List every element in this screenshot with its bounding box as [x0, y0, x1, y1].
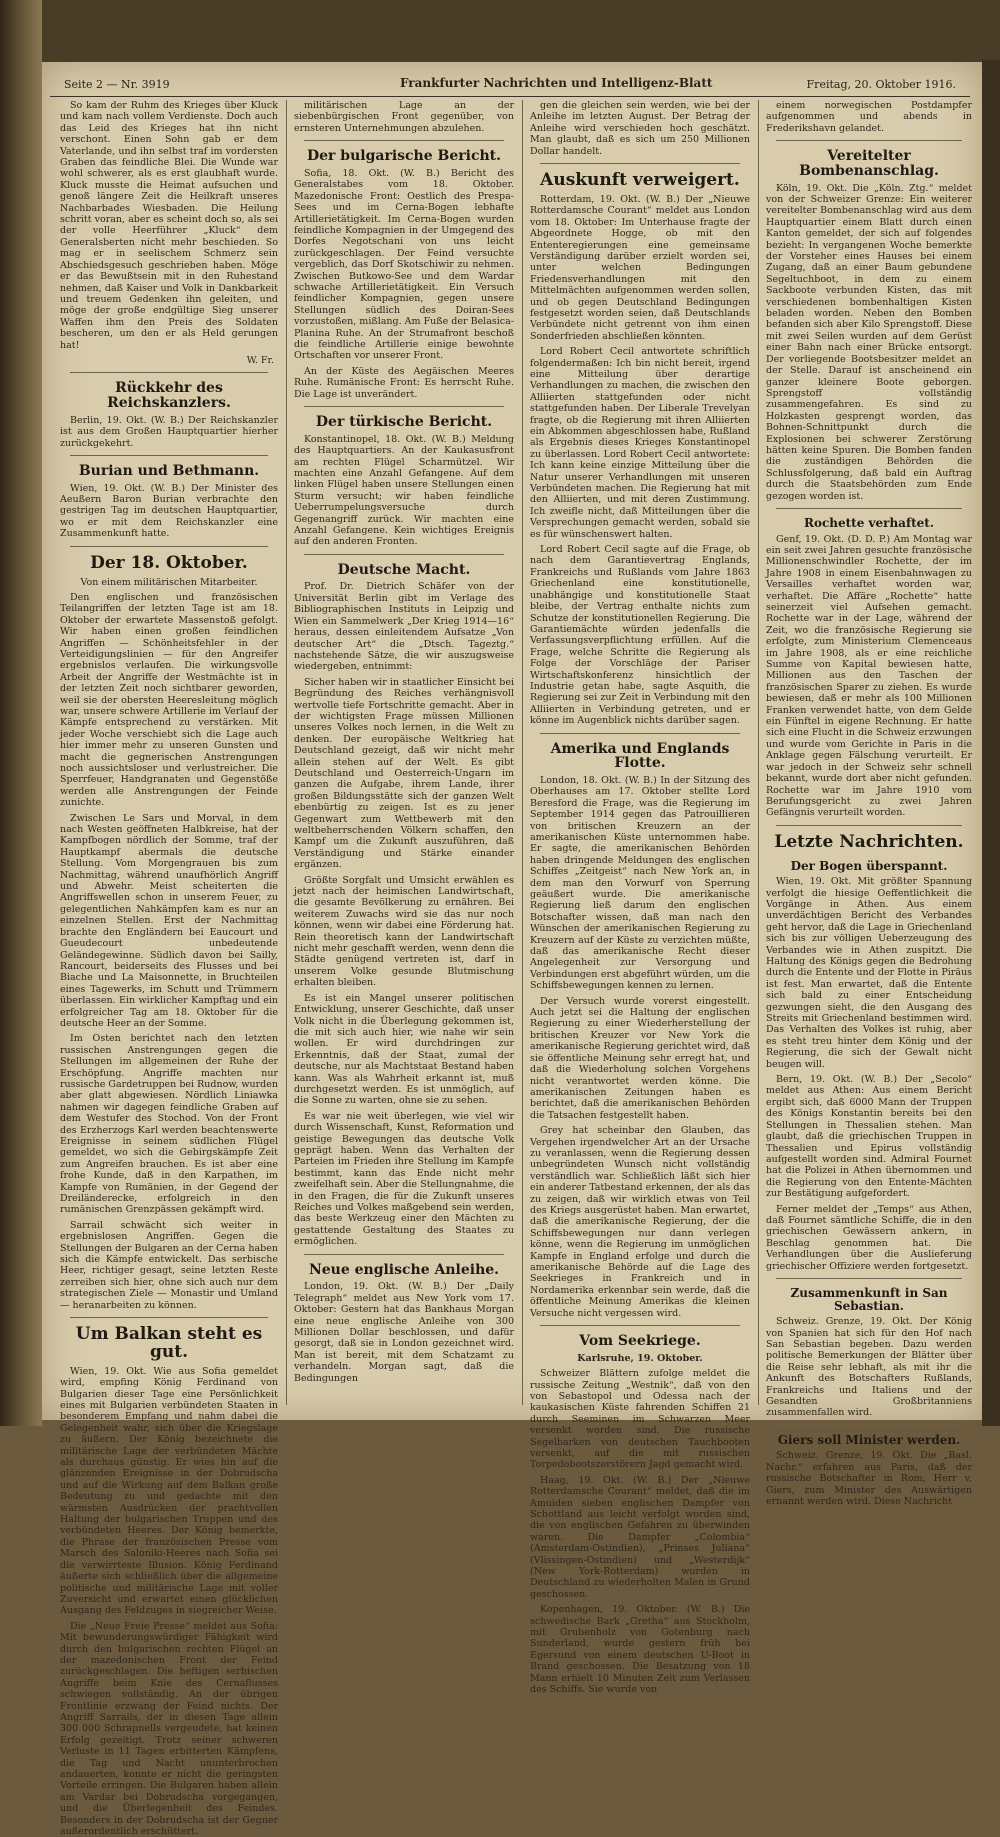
column-rule: [522, 100, 523, 1405]
article-text: militärischen Lage an der siebenbürgischen Front gegenüber, von ernsteren Unternehmungen abzulehen.: [294, 100, 514, 134]
signature: W. Fr.: [246, 354, 274, 366]
article-text: Es ist ein Mangel unserer politischen Entwicklung, unserer Geschichte, daß unser Volk nicht in die Überlegung gekommen ist, die mit sich auch hier, wie nahe wir sein wollen. Er wird durchdringen zur Erkenntnis, daß der Staat, zumal der deutsche, nur als Machtstaat Bestand haben kann. Was als Wahrheit erkannt ist, muß durchgesetzt werden. Es ist unmöglich, auf die Sonne zu warten, ohne sie zu sehen.: [294, 992, 514, 1107]
divider: [304, 554, 504, 555]
divider: [70, 455, 268, 456]
article-text: Im Osten berichtet nach den letzten russischen Anstrengungen gegen die Stellungen im allgemeinen der Ruhe der Erschöpfung. Angriffe machten nur russische Gardetruppen bei Rudnow, wurden aber glatt abgewiesen. Nördlich Liniawka nahmen wir dagegen feindliche Graben auf dem Westufer des Stochod. Von der Front des Erzherzogs Karl werden beachtenswerte Ereignisse in seinem südlichen Flügel gemeldet, wo sich die Gebirgskämpfe Zeit zum Angreifen brauchen. Es ist aber eine frohe Kunde, daß in den Karpathen, im Kampfe von Rumänien, in der Gegend der Dreiländerecke, erfolgreich in den rumänischen Grenzpässen gekämpft wird.: [60, 1033, 278, 1216]
headline: Deutsche Macht.: [337, 561, 471, 578]
article-text: Prof. Dr. Dietrich Schäfer von der Universität Berlin gibt im Verlage des Bibliographischen Instituts in Leipzig und Wien ein Sammelwerk „Der Krieg 1914—16“ heraus, dessen einleitendem Aufsatze „Von deutscher Art“ die „Dtsch. Tageztg.“ nachstehende Sätze, die wir auszugsweise wiedergeben, entnimmt:: [294, 581, 514, 673]
top-shadow-band: [42, 0, 1000, 62]
article-text: Lord Robert Cecil sagte auf die Frage, ob nach dem Garantievertrag Englands, Frankreichs und Rußlands vom Jahre 1863 Griechenland eine konstitutionelle, unabhängige und konstitutionelle Staat bleibe, der Vertrag enthalte nichts zum Schutze der konstitutionellen Regierung. Die Garantiemächte würden jedenfalls die Verfassungsverpflichtung erfüllen. Auf die Frage, welche Schritte die Regierung als Folge der Vorschläge der Pariser Wirtschaftskonferenz hinsichtlich der Industrie getan habe, sagte Asquith, die Regierung sei zur Zeit in Verbindung mit den Alliierten in Verbindung getreten, und er könne im Augenblick nichts darüber sagen.: [530, 544, 750, 727]
article-text: Haag, 19. Okt. (W. B.) Der „Nieuwe Rotterdamsche Courant“ meldet, daß die im Amuiden sieben englischen Dampfer von Schottland aus leicht verfolgt worden sind, die von englischen Gefahren zu überwinden waren. Die Dampfer „Colombia“ (Amsterdam-Ostindien), „Prinses Juliana“ (Vlissingen-Ostindien) und „Westerdijk“ (New York-Rotterdam) wurden in Deutschland zu wiederholten Malen in Grund geschossen.: [530, 1474, 750, 1600]
article-text: Schweiz. Grenze, 19. Okt. Der König von Spanien hat sich für den Hof nach San Sebastian begeben. Dazu werden politische Bemerkungen der Blätter über die Reise sehr lebhaft, als mit ihr die Ankunft des Botschafters Rußlands, Frankreichs und Italiens und der Gesandten Großbritanniens zusammenfallen wird.: [766, 1316, 972, 1419]
article-text: Wien, 19. Okt. Mit größter Spannung verfolgt die hiesige Oeffentlichkeit die Vorgänge in Athen. Aus einem unverdächtigen Bericht des Verbandes geht hervor, daß die Lage in Griechenland sich bis zur völligen Ueberzeugung des Verbandes wie in Athen zuspitzt. Die Haltung des Königs gegen die Bedrohung durch die Entente und der Flotte in Piräus ist fest. Man erwartet, daß die Entente sich bald zu einer Entscheidung gezwungen sieht, die den Ausgang des Streits mit Griechenland bestimmen wird. Das Verhalten des Volkes ist ruhig, aber es steht treu hinter dem König und der Regierung, die sich der Gewalt nicht beugen will.: [766, 876, 972, 1070]
article-text: Lord Robert Cecil antwortete schriftlich folgendermaßen: Ich bin nicht bereit, irgend eine Mitteilung über derartige Verhandlungen zu machen, die zwischen den Alliierten stattgefunden oder nicht stattgefunden haben. Der Liberale Trevelyan fragte, ob die Regierung mit ihren Alliierten ein Abkommen abgeschlossen habe, Rußland als Ergebnis dieses Krieges Konstantinopel zu überlassen. Lord Robert Cecil antwortete: Ich kann keine einzige Mitteilung über die Natur unserer Verhandlungen mit unseren Verbündeten machen. Die Regierung hat mit den Alliierten, und mit deren Zustimmung. Ich zweifle nicht, daß Mitteilungen über die Versprechungen gemacht werden, sobald sie es für wünschenswert halten.: [530, 346, 750, 540]
article-text: Genf, 19. Okt. (D. D. P.) Am Montag war ein seit zwei Jahren gesuchte französische Millionenschwindler Rochette, der im Jahre 1908 in einem Eisenbahnwagen zu Versailles verhaftet worden war, verhaftet. Die Affäre „Rochette“ hatte seinerzeit viel Aufsehen gemacht. Rochette war in der Lage, während der Zeit, wo die französische Regierung sie erfolgte, zum Ministerium Clemenceaus im Jahre 1908, als er eine reichliche Summe von Kapital bewiesen hatte, Millionen aus den Taschen der französischen Sparer zu ziehen. Es wurde bewiesen, daß er mehr als 100 Millionen Franken verwendet hatte, von dem Gelde ein Fünftel in eigene Rechnung. Er hatte sich eine Flucht in die Schweiz erzwungen und wurde vom Gerichte in Paris in die Anklage gegen Fälschung verurteilt. Er war jedoch in der Schweiz sehr schnell bekannt, wurde dort aber nicht gefunden. Rochette war im Jahre 1910 vom Berufungsgericht zu zwei Jahren Gefängnis verurteilt worden.: [766, 533, 972, 819]
divider: [776, 508, 962, 509]
article-text: London, 19. Okt. (W. B.) Der „Daily Telegraph“ meldet aus New York vom 17. Oktober: Gestern hat das Bankhaus Morgan eine neue englische Anleihe von 300 Millionen Dollar beschlossen, und dafür gesorgt, daß sie in London gezeichnet wird. Man ist bereit, mit dem Schatzamt zu verhandeln. Morgan sagt, daß die Bedingungen: [294, 1281, 514, 1384]
article-text: Größte Sorgfalt und Umsicht erwählen es jetzt nach der heimischen Landwirtschaft, die gesamte Bevölkerung zu ernähren. Bei weiterem Zuwachs wird sie das nur noch können, wenn wir dabei eine Förderung hat. Rein theoretisch kann der Landwirtschaft nicht mehr geschafft werden, wenn denn die Städte genügend vertreten ist, darf in unserem Volke gesunde Blutmischung erhalten bleiben.: [294, 874, 514, 989]
headline: Der türkische Bericht.: [315, 414, 493, 431]
page-number: Seite 2 — Nr. 3919: [64, 78, 170, 91]
headline: Vom Seekriege.: [579, 1333, 701, 1350]
article-text: Schweizer Blättern zufolge meldet die russische Zeitung „Westnik“, daß von den von Sebastopol und Odessa nach der kaukasischen Küste fahrenden Schiffen 21 durch Seeminen im Schwarzen Meer versenkt worden sind. Die russische Segelbarken von deutschen Tauchbooten versenkt, auf die mit russischen Torpedobootszerstörern Jagd gemacht wird.: [530, 1368, 750, 1471]
headline: Giers soll Minister werden.: [777, 1432, 961, 1447]
article-text: Schweiz. Grenze, 19. Okt. Die „Basl. Nachr.“ erfahren aus Paris, daß der russische Botschafter in Rom, Herr v. Giers, zum Minister des Auswärtigen ernannt werden wird. Diese Nachricht: [766, 1450, 972, 1508]
right-edge-strip: [982, 60, 1000, 1426]
divider: [776, 825, 962, 826]
byline: Von einem militärischen Mitarbeiter.: [80, 576, 258, 588]
article-text: Wien, 19. Okt. Wie aus Sofia gemeldet wird, empfing König Ferdinand von Bulgarien dieser Tage eine Persönlichkeit eines mit Bulgarien verbündeten Staaten in besonderem Empfang und nahm dabei die Gelegenheit wahr, sich über die Kriegslage zu äußern. Der König bezeichnete die militärische Lage der verbündeten Mächte als durchaus günstig. Er wies hin auf die glänzenden Ereignisse in der Dobrudscha und auf die Wirkung auf dem Balkan große Bedeutung zu und gedachte mit den wärmsten Ausdrücken der prachtvollen Haltung der bulgarischen Truppen und des verbündeten Heeres. Der König bemerkte, die Phrase der französischen Presse vom Marsch des Saloniki-Heeres nach Sofia sei die verwirrteste Illusion. König Ferdinand äußerte sich schließlich über die allgemeine politische und militärische Lage mit voller Zuversicht und erwartet einen glücklichen Ausgang des Feldzuges in siegreicher Weise.: [60, 1365, 278, 1617]
article-text: Zwischen Le Sars und Morval, in dem nach Westen geöffneten Halbkreise, hat der Kampfbogen nördlich der Somme, traf der Hauptkampf abermals die deutsche Stellung. Vom Morgengrauen bis zum Nachmittag, während unaufhörlich Angriff und Abwehr. Meist scheiterten die Angriffswellen schon in unserem Feuer, zu gelegentlichen Nahkämpfen kam es nur an einzelnen Stellen. Erst der Nachmittag brachte den Engländern bei Eaucourt und Gueudecourt unbedeutende Geländegewinne. Südlich davon bei Sailly, Rancourt, beiderseits des Flusses und bei Biache und La Maisonnette, in Bruchteilen eines Tagewerks, im Schutt und Trümmern überlassen. Ein wirklicher Kampftag und ein erfolgreicher Tag am 18. Oktober für die deutsche Heer an der Somme.: [60, 812, 278, 1029]
article-text: Sarrail schwächt sich weiter in ergebnislosen Angriffen. Gegen die Stellungen der Bulgaren an der Cerna haben sich die Kämpfe entwickelt. Das serbische Heer, richtiger gesagt, seine letzten Reste zerreiben sich hier, ohne sich auch nur dem strategischen Ziele — Monastir und Umland — heranarbeiten zu können.: [60, 1219, 278, 1311]
article-text: Köln, 19. Okt. Die „Köln. Ztg.“ meldet von der Schweizer Grenze: Ein weiterer vereitelter Bombenanschlag wird aus dem Hauptquartier einem Blatt durch einen Kanton gemeldet, der sich auf folgendes bezieht: In vergangenen Woche bemerkte der Vorsteher eines Hauses bei einem Zugang, daß an einer Baum gebundene Segeltuchboot, in dem zu einem Sackboote verbunden Kisten, das mit verschiedenen bombenhaltigen Kisten beladen worden. Neben den Bomben befanden sich aber Kilo Sprengstoff. Diese mit zwei Seilen wurden auf dem Gerüst einer Bahn nach einer Brücke entsorgt. Der vorliegende Bootsbesitzer meldet an der Stelle. Darauf ist anscheinend ein ganzer kleinere Boote geborgen. Sprengstoff vollständig zusammengefahren. Es sind zu Holzkasten gesprengt worden, das Bohnen-Schnittpunkt durch die Explosionen bei schwerer Zerstörung hätten keine Spuren. Die Bomben fanden die zuständigen Behörden die Schlussfolgerung, daß bald ein Auftrag durch die Staatsbehörden zum Ende gezogen worden ist.: [766, 182, 972, 502]
article-text: einem norwegischen Postdampfer aufgenommen und abends in Frederikshavn gelandet.: [766, 100, 972, 134]
column-2: [294, 100, 514, 1410]
divider: [70, 546, 268, 547]
masthead: Frankfurter Nachrichten und Intelligenz-Blatt: [400, 76, 713, 90]
divider: [540, 1325, 740, 1326]
headline: Rückkehr des Reichskanzlers.: [107, 380, 231, 412]
page-header: [50, 74, 970, 97]
column-rule: [286, 100, 287, 1405]
article-text: Sofia, 18. Okt. (W. B.) Bericht des Generalstabes vom 18. Oktober. Mazedonische Front: Oestlich des Prespa-Sees und im Cerna-Bogen lebhafte Artillerietätigkeit. Im Cerna-Bogen wurden feindliche Kompagnien in der Umgegend des Dorfes Negotschani von uns leicht zurückgeschlagen. Der Feind versuchte vergeblich, das Dorf Skotschiwir zu nehmen. Zwischen Butkowo-See und dem Wardar schwache Artillerietätigkeit. Ein Versuch feindlicher Kompagnien, gegen unsere Stellungen südlich des Doiran-Sees vorzustoßen, mißlang. Am Fuße der Belasica-Planina Ruhe. An der Strumafront beschoß die feindliche Artillerie einige bewohnte Ortschaften vor unserer Front.: [294, 167, 514, 362]
divider: [540, 163, 740, 164]
article-text: Kopenhagen, 19. Oktober. (W. B.) Die schwedische Bark „Gretha“ aus Stockholm, mit Grubenholz von Gotenburg nach Sunderland, wurde gestern früh bei Egersund von einem deutschen U-Boot in Brand geschossen. Die Besatzung von 18 Mann erhielt 10 Minuten Zeit zum Verlassen des Schiffs. Sie wurde von: [530, 1604, 750, 1696]
article-text: Konstantinopel, 18. Okt. (W. B.) Meldung des Hauptquartiers. An der Kaukasusfront am rechten Flügel Scharmützel. Wir machten eine Anzahl Gefangene. Auf dem linken Flügel haben unsere Stellungen einen Sturm versucht; wir haben feindliche Ueberrumpelungsversuche durch Gegenangriff zurück. Wir machten eine Anzahl Gefangene. Kein wichtiges Ereignis auf den anderen Fronten.: [294, 433, 514, 548]
divider: [776, 1278, 962, 1279]
divider: [540, 733, 740, 734]
article-text: Den englischen und französischen Teilangriffen der letzten Tage ist am 18. Oktober der erwartete Massenstoß gefolgt. Wir haben einen großen feindlichen Angriffen — Schönheitsfehler in der Verteidigungslinien — für den Angreifer ergebnislos verlaufen. Die wirkungsvolle Arbeit der Angriffe der Westmächte ist in der letzten Zeit noch sichtbarer geworden, weil sie der obersten Heeresleitung möglich war, unsere schwere Artillerie im Verlauf der Kämpfe entsprechend zu verstärken. Mit jeder Woche verschiebt sich die Lage auch hier immer mehr zu unseren Gunsten und macht die gegnerischen Anstrengungen noch aussichtsloser und verlustreicher. Die Sperrfeuer, Handgranaten und Gegenstöße werden alle Anstrengungen der Feinde zunichte.: [60, 591, 278, 809]
headline: Um Balkan steht es gut.: [75, 1324, 263, 1362]
article-text: Bern, 19. Okt. (W. B.) Der „Secolo“ meldet aus Athen: Aus einem Bericht ergibt sich, daß 6000 Mann der Truppen des Königs Konstantin bereits bei den Stellungen in Thessalien stehen. Man glaubt, daß die griechischen Truppen in Thessalien und Epirus vollständig aufgestellt worden sind. Admiral Fournet hat die Polizei in Athen übernommen und die Regierung von den Entente-Mächten zur Bestätigung aufgefordert.: [766, 1074, 972, 1200]
divider: [776, 1425, 962, 1426]
headline: Vereitelter Bombenanschlag.: [799, 148, 939, 179]
article-text: Sicher haben wir in staatlicher Einsicht bei Begründung des Reiches verhängnisvoll wertvolle tiefe Fortschritte gemacht. Aber in der wichtigsten Frage müssen Millionen unseres Volkes noch lernen, in die Welt zu denken. Der europäische Weltkrieg hat Deutschland gezeigt, daß wir nicht mehr allein stehen auf der Welt. Es gibt Deutschland und Oesterreich-Ungarn im ganzen die Aufgabe, ihrem Lande, ihrer großen Bildungsstätte sich der ganzen Welt ebenbürtig zu zeigen. Ist es zu jener Gegenwart zum Wettbewerb mit den weltbeherrschenden Völkern schaffen, den Kampf um die Zukunft auszuführen, daß Verständigung und Stärke einander ergänzen.: [294, 676, 514, 871]
article-text: London, 18. Okt. (W. B.) In der Sitzung des Oberhauses am 17. Oktober stellte Lord Beresford die Frage, was die Regierung im September 1914 gegen das Patrouillieren von britischen Kreuzern an der amerikanischen Küste unternommen habe. Er sagte, die amerikanischen Behörden haben dringende Meldungen des englischen Schiffes „Zeitgeist“ nach New York an, in dem man den Vorwurf von Sperrung geäußert wurde. Die amerikanische Regierung ließ darum den englischen Botschafter wissen, daß man nach den Wünschen der amerikanischen Regierung zu Kreuzern auf der Küste zu verzichten müßte, daß das amerikanische Recht dieser Angelegenheit zur Versorgung und Verbindungen erst abgeführt würden, um die Schiffsbewegungen kennen zu lernen.: [530, 774, 750, 992]
issue-date: Freitag, 20. Oktober 1916.: [806, 78, 956, 91]
book-binding: [0, 0, 42, 1426]
article-text: Die „Neue Freie Presse“ meldet aus Sofia: Mit bewunderungswürdiger Fähigkeit wird durch den bulgarischen rechten Flügel an der mazedonischen Front der Feind zurückgeschlagen. Die heftigen serbischen Angriffe beim Knie des Cernaflusses schwiegen vollständig. An der übrigen Frontlinie erzwang der Feind nichts. Der Angriff Sarrails, der in diesen Tage allein 300 000 Schrapnells vergeudete, hat keinen Erfolg gezeitigt. Trotz seiner schweren Verluste in 11 Tagen erbitterten Kämpfens, die Tag und Nacht ununterbrochen andauerten, konnte er nicht die geringsten Vorteile erringen. Die Bulgaren haben allein am Vardar bei Dobrudscha vorgegangen, und die Überlegenheit des Feindes. Besonders in der Dobrudscha ist der Gegner außerordentlich erschüttert.: [60, 1620, 278, 1837]
article-text: Rotterdam, 19. Okt. (W. B.) Der „Nieuwe Rotterdamsche Courant“ meldet aus London vom 18. Oktober: Im Unterhause fragte der Abgeordnete Hogge, ob mit den Ententeregierungen eine gemeinsame Verständigung darüber erzielt worden sei, unter welchen Bedingungen Friedensverhandlungen mit den Mittelmächten aufgenommen werden sollen, und ob gegen Deutschland Bedingungen festgesetzt worden seien, daß Deutschlands Verbündete nicht getrennt von ihm einen Sonderfrieden abschließen könnten.: [530, 193, 750, 342]
headline: Burian und Bethmann.: [78, 462, 260, 479]
article-text: Grey hat scheinbar den Glauben, das Vergehen irgendwelcher Art an der Ursache zu veranlassen, wenn die Regierung dessen unbegründeten Wunsch nicht vollständig verständlich war. Schließlich läßt sich hier ein anderer Tatbestand erkennen, der als das zu zeigen, daß wir wirklich etwas von Teil des Kriegs ausgerüstet haben. Man erwartet, daß die amerikanische Regierung, der die Schiffsbewegungen nur dann verlegen könne, wenn die Regierung im unmöglichen Kampfe in England erfolge und durch die amerikanische Behörde auf die Lage des Seekrieges in Frankreich und in Nordamerika erkennbar sein werde, daß die öffentliche Meinung Amerikas die kleinen Versuche nicht vergessen wird.: [530, 1125, 750, 1319]
subheadline: Der Bogen überspannt.: [790, 858, 948, 873]
article-text: gen die gleichen sein werden, wie bei der Anleihe im letzten August. Der Betrag der Anleihe wird verschieden hoch geschätzt. Man glaubt, daß es sich um 250 Millionen Dollar handelt.: [530, 100, 750, 157]
divider: [304, 1254, 504, 1255]
article-text: An der Küste des Aegäischen Meeres Ruhe. Rumänische Front: Es herrscht Ruhe. Die Lage ist unverändert.: [294, 365, 514, 400]
divider: [304, 140, 504, 141]
article-text: Wien, 19. Okt. (W. B.) Der Minister des Aeußern Baron Burian verbrachte den gestrigen Tag im deutschen Hauptquartier, wo er mit dem Reichskanzler eine Zusammenkunft hatte.: [60, 482, 278, 540]
article-text: So kam der Ruhm des Krieges über Kluck und kam nach vollem Verdienste. Doch auch das Leid des Krieges hat ihn nicht verschont. Einen Sohn gab er dem Vaterlande, und ihn selbst traf im vordersten Graben das feindliche Blei. Die Wunde war wohl schwerer, als es erst glaubhaft wurde. Kluck musste die Heimat aufsuchen und genoß längere Zeit die Heilkraft unseres Nachbarbades Wiesbaden. Die Heilung schritt voran, aber es scheint doch so, als sei der volle Heerführer „Kluck“ dem Generalsberten nicht mehr beschieden. So mag er in seelischem Schmerz sein Abschiedsgesuch geschrieben haben. Möge er das Bewußtsein mit in den Ruhestand nehmen, daß Kaiser und Volk in Dankbarkeit und treuem Gedenken ihn geleiten, und möge der große endgültige Sieg unserer Waffen ihm den Preis des Soldaten bescheren, um den er als Held gerungen hat!: [60, 100, 278, 351]
article-text: Es war nie weit überlegen, wie viel wir durch Wissenschaft, Kunst, Reformation und geistige Bewegungen das deutsche Volk geprägt haben. Wenn das Verhalten der Parteien im Frieden ihre Stellung im Kampfe bestimmt, kann das Ende nicht mehr zweifelhaft sein. Aber die Stellungnahme, die in den Fragen, die für die Zukunft unseres Reiches und Volkes maßgebend sein werden, das beste Werkzeug einer den Mächten zu gestattende Gestaltung des Staates zu ermöglichen.: [294, 1110, 514, 1248]
column-4: [766, 100, 972, 1508]
headline: Zusammenkunft in San Sebastian.: [790, 1285, 948, 1313]
column-rule: [758, 100, 759, 1405]
divider: [70, 1317, 268, 1318]
headline: Der bulgarische Bericht.: [307, 148, 501, 165]
headline: Auskunft verweigert.: [540, 170, 740, 191]
headline: Der 18. Oktober.: [90, 552, 248, 573]
divider: [70, 372, 268, 373]
column-1: [60, 100, 278, 1837]
headline: Rochette verhaftet.: [803, 515, 935, 530]
dateline: Karlsruhe, 19. Oktober.: [577, 1352, 703, 1364]
divider: [776, 140, 962, 141]
headline: Amerika und Englands Flotte.: [550, 740, 730, 772]
article-text: Ferner meldet der „Temps“ aus Athen, daß Fournet sämtliche Schiffe, die in den griechischen Gewässern ankern, in Beschlag genommen hat. Die Verhandlungen über die Auslieferung griechischer Offiziere werden fortgesetzt.: [766, 1203, 972, 1272]
article-text: Berlin, 19. Okt. (W. B.) Der Reichskanzler ist aus dem Großen Hauptquartier hierher zurückgekehrt.: [60, 414, 278, 449]
divider: [304, 406, 504, 407]
article-text: Der Versuch wurde vorerst eingestellt. Auch jetzt sei die Haltung der englischen Regierung zu einer Wiederherstellung der britischen Kreuzer vor New York die amerikanische Regierung gerichtet wird, daß sie öffentliche Meinung sehr erregt hat, und daß die Wiederholung solchen Vorgehens nicht verantwortet werden könne. Die amerikanischen Zeitungen haben es berichtet, daß die amerikanischen Behörden die Tatsachen festgestellt haben.: [530, 995, 750, 1121]
headline: Neue englische Anleihe.: [308, 1261, 500, 1278]
column-3: [530, 100, 750, 1696]
headline: Letzte Nachrichten.: [774, 831, 964, 852]
